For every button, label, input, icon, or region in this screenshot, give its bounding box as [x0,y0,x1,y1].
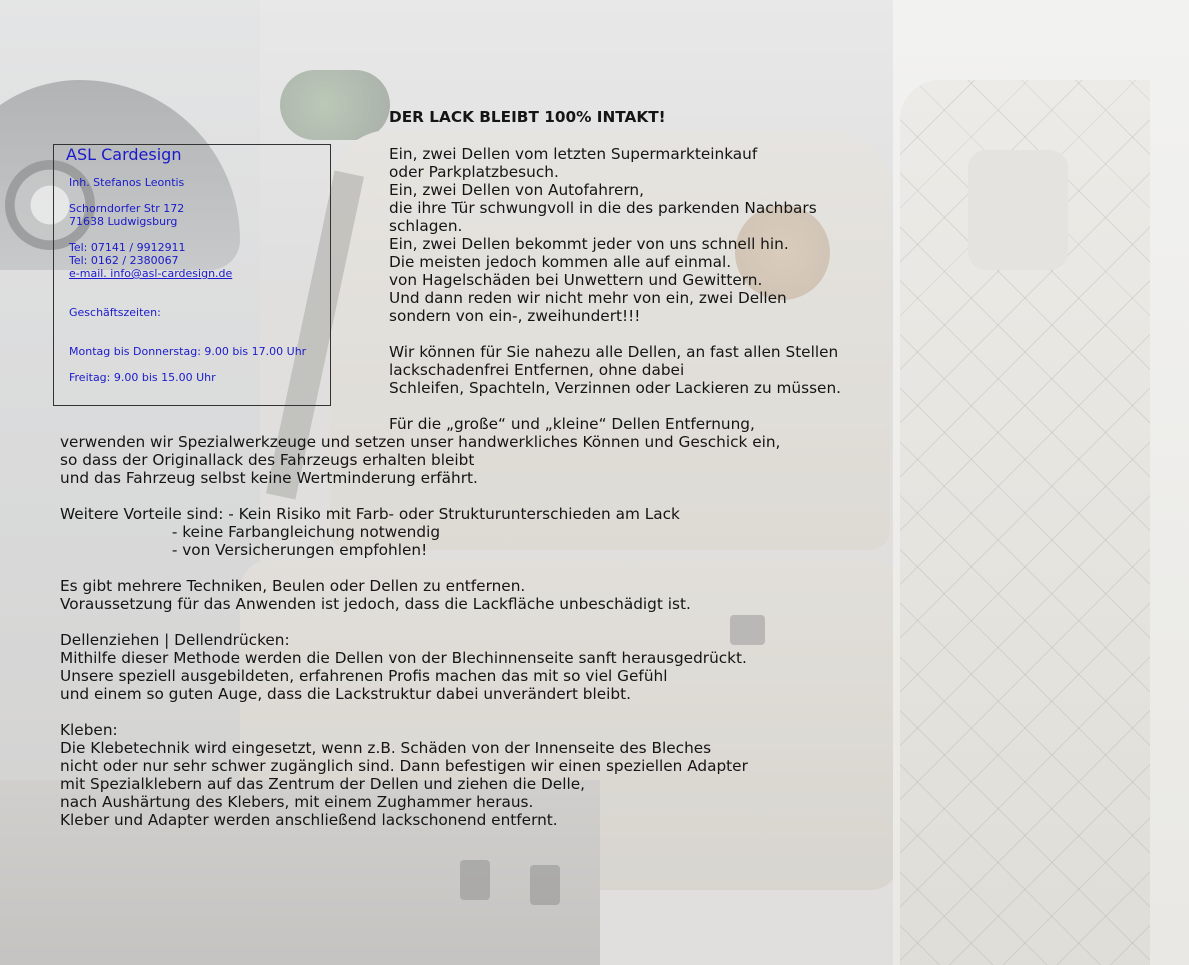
hours-friday: Freitag: 9.00 bis 15.00 Uhr [69,371,216,384]
techniques-paragraph: Es gibt mehrere Techniken, Beulen oder Dellen zu entfernen. Voraussetzung für das Anwenden ist jedoch, dass die Lackfläche unbeschädigt ist. [60,577,691,613]
phone-1: Tel: 07141 / 9912911 [69,241,186,254]
contact-box [53,144,331,406]
phone-2: Tel: 0162 / 2380067 [69,254,179,267]
hours-weekdays: Montag bis Donnerstag: 9.00 bis 17.00 Uhr [69,345,307,358]
email-link[interactable]: e-mail. info@asl-cardesign.de [69,267,233,280]
advantages-list: Weitere Vorteile sind: - Kein Risiko mit Farb- oder Strukturunterschieden am Lack - keine Farbangleichung notwendig - von Versicherungen empfohlen! [60,505,680,559]
address-city: 71638 Ludwigsburg [69,215,178,228]
intro-paragraph: Ein, zwei Dellen vom letzten Supermarkteinkauf oder Parkplatzbesuch. Ein, zwei Dellen von Autofahrern, die ihre Tür schwungvoll in die des parkenden Nachbars schlagen. Ein, zwei Dellen bekommt jeder von uns schnell hin. Die meisten jedoch kommen alle auf einmal. von Hagelschäden bei Unwettern und Gewittern. Und dann reden wir nicht mehr von ein, zwei Dellen sondern von ein-, zweihundert!!! [389,145,817,325]
tools-paragraph: verwenden wir Spezialwerkzeuge und setzen unser handwerkliches Können und Geschick ein, so dass der Originallack des Fahrzeugs erhalten bleibt und das Fahrzeug selbst keine Wertminderung erfährt. [60,433,781,487]
tools-paragraph-first-line: Für die „große“ und „kleine“ Dellen Entfernung, [389,415,755,433]
page-headline: DER LACK BLEIBT 100% INTAKT! [389,108,666,126]
dent-pulling-section: Dellenziehen | Dellendrücken: Mithilfe dieser Methode werden die Dellen von der Blechinnenseite sanft herausgedrückt. Unsere speziell ausgebildeten, erfahrenen Profis machen das mit so viel Gefühl und einem so guten Auge, dass die Lackstruktur dabei unverändert bleibt. [60,631,747,703]
gluing-section: Kleben: Die Klebetechnik wird eingesetzt, wenn z.B. Schäden von der Innenseite des Bleches nicht oder nur sehr schwer zugänglich sind. Dann befestigen wir einen speziellen Adapter mit Spezialklebern auf das Zentrum der Dellen und ziehen die Delle, nach Aushärtung des Klebers, mit einem Zughammer heraus. Kleber und Adapter werden anschließend lackschonend entfernt. [60,721,748,829]
address-street: Schorndorfer Str 172 [69,202,185,215]
offer-paragraph: Wir können für Sie nahezu alle Dellen, an fast allen Stellen lackschadenfrei Entfernen, ohne dabei Schleifen, Spachteln, Verzinnen oder Lackieren zu müssen. [389,343,842,397]
owner-name: Inh. Stefanos Leontis [69,176,185,189]
company-name: ASL Cardesign [66,145,182,164]
business-hours-label: Geschäftszeiten: [69,306,161,319]
